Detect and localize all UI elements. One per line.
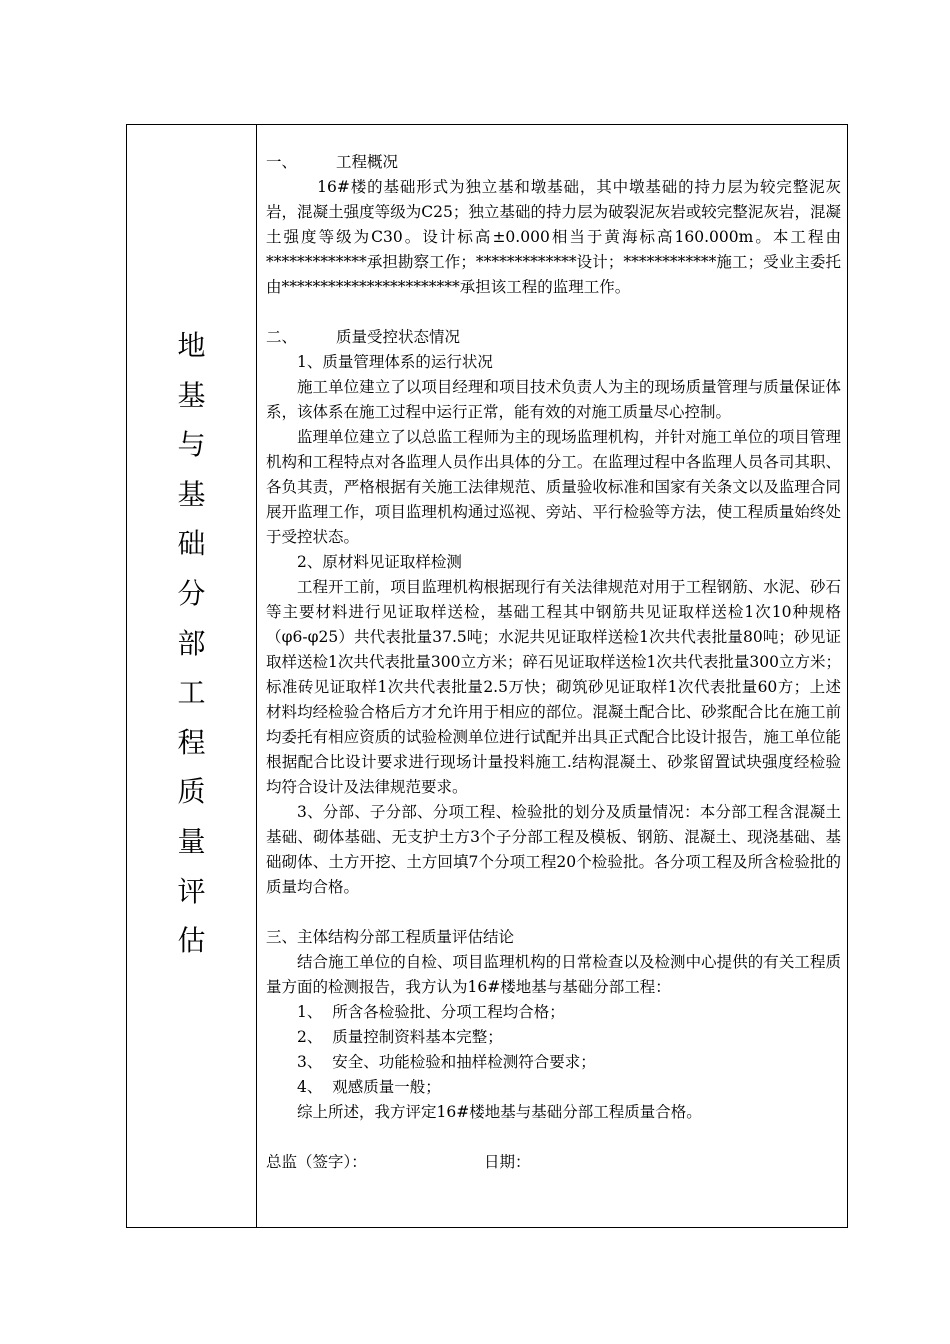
subsection3-paragraph: 3、分部、子分部、分项工程、检验批的划分及质量情况：本分部工程含混凝土基础、砌体基础、无支护土方3个子分部工程及模板、钢筋、混凝土、现浇基础、基础砌体、土方开挖、土方回填7个分项工程20个检验批。各分项工程及所含检验批的质量均合格。 xyxy=(266,803,841,896)
side-title xyxy=(127,321,256,966)
section3-heading: 三、主体结构分部工程质量评估结论 xyxy=(266,928,515,946)
side-title-char: 工 xyxy=(177,676,206,710)
side-title-char: 程 xyxy=(177,725,206,759)
final-conclusion: 综上所述，我方评定16#楼地基与基础分部工程质量合格。 xyxy=(297,1103,702,1121)
conclusion-item: 1、 所含各检验批、分项工程均合格； xyxy=(297,1003,565,1021)
spacer xyxy=(266,1125,841,1150)
side-title-char: 基 xyxy=(177,477,206,511)
section1-body: 16#楼的基础形式为独立基和墩基础，其中墩基础的持力层为较完整泥灰岩，混凝土强度等级为C25；独立基础的持力层为破裂泥灰岩或较完整泥灰岩，混凝土强度等级为C30。设计标高±0.000相当于黄海标高160.000m。本工程由*************承担勘察工作；*************设计；************施工；受业主委托由***********************承担该工程的监理工作。 xyxy=(266,178,841,296)
conclusion-item: 2、 质量控制资料基本完整； xyxy=(297,1028,503,1046)
side-title-char: 评 xyxy=(177,874,206,908)
side-title-char: 质 xyxy=(177,775,206,809)
side-title-char: 地 xyxy=(177,329,206,362)
spacer xyxy=(266,900,841,925)
section3-intro: 结合施工单位的自检、项目监理机构的日常检查以及检测中心提供的有关工程质量方面的检测报告，我方认为16#楼地基与基础分部工程： xyxy=(266,953,841,996)
subsection1-title: 1、质量管理体系的运行状况 xyxy=(297,353,493,371)
side-title-char: 部 xyxy=(177,626,206,660)
subsection2-title: 2、原材料见证取样检测 xyxy=(297,553,462,571)
conclusion-item: 3、 安全、功能检验和抽样检测符合要求； xyxy=(297,1053,596,1071)
subsection2-paragraph: 工程开工前，项目监理机构根据现行有关法律规范对用于工程钢筋、水泥、砂石等主要材料进行见证取样送检，基础工程其中钢筋共见证取样送检1次10种规格（φ6-φ25）共代表批量37.5吨；水泥共见证取样送检1次共代表批量80吨；砂见证取样送检1次共代表批量300立方米；碎石见证取样送检1次共代表批量300立方米；标准砖见证取样1次共代表批量2.5万快；砌筑砂见证取样1次代表批量60方；上述材料均经检验合格后方才允许用于相应的部位。混凝土配合比、砂浆配合比在施工前均委托有相应资质的试验检测单位进行试配并出具正式配合比设计报告，施工单位能根据配合比设计要求进行现场计量投料施工.结构混凝土、砂浆留置试块强度经检验均符合设计及法律规范要求。 xyxy=(266,578,841,796)
section1-title: 工程概况 xyxy=(336,153,399,171)
section2-title: 质量受控状态情况 xyxy=(336,328,461,346)
side-title-char: 基 xyxy=(177,378,206,412)
section2-heading xyxy=(266,325,841,350)
chief-signature-label: 总监（签字）： xyxy=(266,1153,367,1171)
side-title-char: 与 xyxy=(177,428,206,462)
side-title-char: 估 xyxy=(177,924,206,958)
content-cell xyxy=(257,125,847,1227)
side-title-char: 础 xyxy=(177,527,206,561)
signature-row xyxy=(266,1150,841,1175)
subsection1-paragraph: 监理单位建立了以总监工程师为主的现场监理机构，并针对施工单位的项目管理机构和工程特点对各监理人员作出具体的分工。在监理过程中各监理人员各司其职、各负其责，严格根据有关施工法律规范、质量验收标准和国家有关条文以及监理合同展开监理工作，项目监理机构通过巡视、旁站、平行检验等方法，使工程质量始终处于受控状态。 xyxy=(266,428,841,546)
section2-number: 二、 xyxy=(266,328,298,346)
date-label: 日期： xyxy=(484,1153,531,1171)
evaluation-table xyxy=(126,124,848,1228)
conclusion-item: 4、 观感质量一般； xyxy=(297,1078,441,1096)
subsection1-paragraph: 施工单位建立了以项目经理和项目技术负责人为主的现场质量管理与质量保证体系，该体系在施工过程中运行正常，能有效的对施工质量尽心控制。 xyxy=(266,378,841,421)
side-title-cell xyxy=(127,125,257,1227)
section1-heading xyxy=(266,150,841,175)
section1-number: 一、 xyxy=(266,153,298,171)
side-title-char: 量 xyxy=(177,824,206,858)
spacer xyxy=(266,300,841,325)
side-title-char: 分 xyxy=(177,576,206,610)
